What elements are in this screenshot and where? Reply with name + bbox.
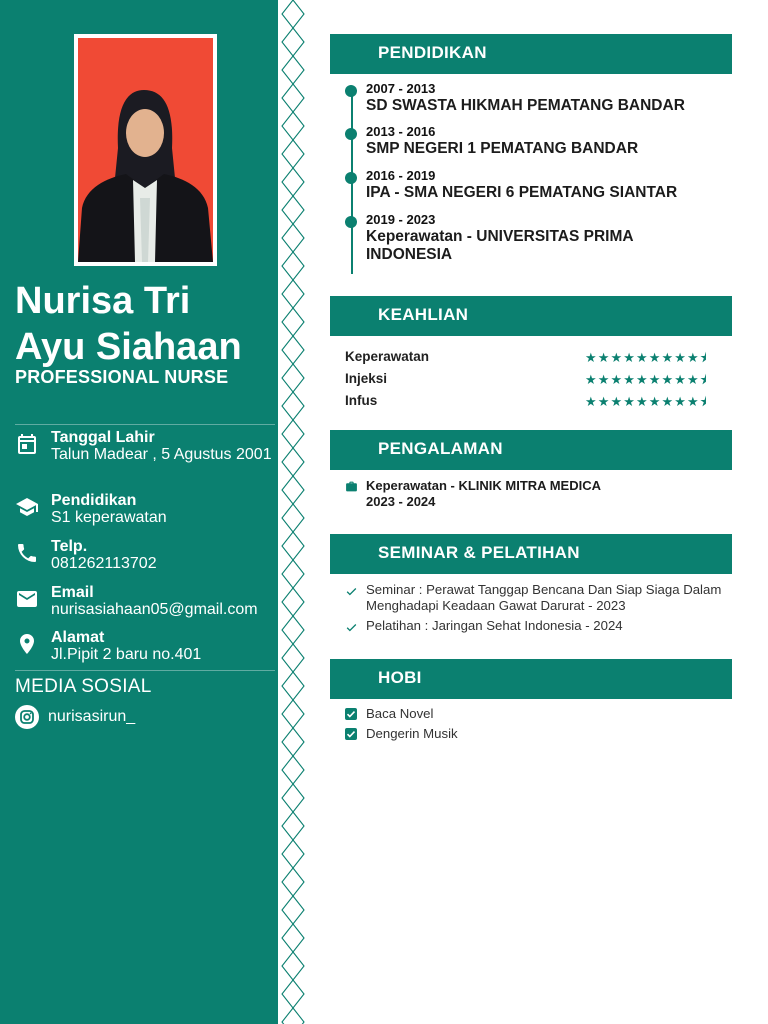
name-line-1: Nurisa Tri	[15, 280, 191, 322]
diamond-shape	[282, 616, 304, 644]
diamond-shape	[282, 644, 304, 672]
section-title: HOBI	[378, 668, 422, 687]
education-school: SD SWASTA HIKMAH PEMATANG BANDAR	[366, 97, 685, 114]
diamond-shape	[282, 560, 304, 588]
checkmark-icon	[345, 585, 358, 598]
diamond-shape	[282, 980, 304, 1008]
diamond-shape	[282, 728, 304, 756]
diamond-shape	[282, 56, 304, 84]
diamond-shape	[282, 308, 304, 336]
experience-years: 2023 - 2024	[366, 494, 436, 509]
graduation-cap-icon	[15, 495, 39, 519]
section-header-hobby	[330, 659, 732, 699]
calendar-icon	[15, 432, 39, 456]
diamond-shape	[282, 868, 304, 896]
mail-icon	[15, 587, 39, 611]
divider-line	[15, 670, 275, 671]
section-title: PENGALAMAN	[378, 439, 503, 458]
diamond-shape	[282, 140, 304, 168]
diamond-shape	[282, 588, 304, 616]
skill-name: Injeksi	[345, 371, 388, 386]
name-line-2: Ayu Siahaan	[15, 326, 242, 368]
instagram-icon	[15, 705, 39, 729]
profile-photo	[78, 38, 213, 262]
skill-name: Keperawatan	[345, 349, 430, 364]
diamond-shape	[282, 784, 304, 812]
timeline-dot	[345, 85, 357, 97]
hobby-text: Dengerin Musik	[366, 726, 458, 741]
skill-row	[345, 371, 733, 389]
diamond-shape	[282, 672, 304, 700]
education-years: 2013 - 2016	[366, 124, 436, 139]
diamond-shape	[282, 84, 304, 112]
diamond-shape	[282, 252, 304, 280]
profile-photo-frame	[74, 34, 217, 266]
timeline-dot	[345, 172, 357, 184]
diamond-shape	[282, 476, 304, 504]
education-label: Pendidikan	[51, 492, 137, 509]
hobby-text: Baca Novel	[366, 706, 434, 721]
education-years: 2016 - 2019	[366, 168, 436, 183]
diamond-shape	[282, 112, 304, 140]
education-school: SMP NEGERI 1 PEMATANG BANDAR	[366, 140, 639, 157]
location-pin-icon	[15, 632, 39, 656]
section-title: SEMINAR & PELATIHAN	[378, 543, 580, 562]
section-header-education	[330, 34, 732, 74]
diamond-shape	[282, 812, 304, 840]
birth-value: Talun Madear , 5 Agustus 2001	[51, 446, 272, 463]
diamond-shape	[282, 532, 304, 560]
phone-label: Telp.	[51, 538, 88, 555]
address-value: Jl.Pipit 2 baru no.401	[51, 646, 202, 663]
diamond-border	[278, 0, 308, 1024]
diamond-shape	[282, 224, 304, 252]
education-years: 2019 - 2023	[366, 212, 436, 227]
diamond-shape	[282, 924, 304, 952]
section-header-seminar	[330, 534, 732, 574]
hobby-item	[345, 706, 645, 722]
diamond-shape	[282, 756, 304, 784]
diamond-shape	[282, 392, 304, 420]
diamond-shape	[282, 420, 304, 448]
hobby-item	[345, 726, 645, 742]
social-media-title: MEDIA SOSIAL	[15, 676, 152, 697]
diamond-shape	[282, 840, 304, 868]
experience-title: Keperawatan - KLINIK MITRA MEDICA	[366, 478, 601, 493]
checkmark-icon	[345, 621, 358, 634]
diamond-shape	[282, 196, 304, 224]
diamond-shape	[282, 168, 304, 196]
sidebar	[0, 0, 278, 1024]
skill-row	[345, 349, 733, 367]
checkbox-icon	[345, 708, 357, 720]
diamond-shape	[282, 1008, 304, 1024]
education-school: Keperawatan - UNIVERSITAS PRIMA INDONESIA	[366, 228, 633, 263]
diamond-shape	[282, 364, 304, 392]
briefcase-icon	[345, 480, 358, 493]
timeline-dot	[345, 216, 357, 228]
section-title: KEAHLIAN	[378, 305, 469, 324]
birth-label: Tanggal Lahir	[51, 429, 155, 446]
diamond-shape	[282, 700, 304, 728]
job-title: PROFESSIONAL NURSE	[15, 367, 229, 387]
diamond-shape	[282, 280, 304, 308]
timeline-dot	[345, 128, 357, 140]
diamond-shape	[282, 448, 304, 476]
diamond-shape	[282, 0, 304, 28]
section-header-experience	[330, 430, 732, 470]
email-label: Email	[51, 584, 94, 601]
skill-name: Infus	[345, 393, 378, 408]
phone-value: 081262113702	[51, 555, 157, 572]
full-name	[15, 278, 275, 370]
diamond-shape	[282, 336, 304, 364]
phone-icon	[15, 541, 39, 565]
instagram-handle: nurisasirun_	[48, 708, 136, 725]
section-header-skills	[330, 296, 732, 336]
section-title: PENDIDIKAN	[378, 43, 487, 62]
address-label: Alamat	[51, 629, 105, 646]
divider-line	[15, 424, 275, 425]
diamond-shape	[282, 952, 304, 980]
education-years: 2007 - 2013	[366, 81, 436, 96]
diamond-shape	[282, 28, 304, 56]
email-value[interactable]: nurisasiahaan05@gmail.com	[51, 601, 258, 618]
education-value: S1 keperawatan	[51, 509, 167, 526]
skill-rating-stars: ★★★★★★★★★⯨	[585, 394, 708, 409]
diamond-shape	[282, 504, 304, 532]
diamond-shape	[282, 896, 304, 924]
skill-rating-stars: ★★★★★★★★★⯨	[585, 372, 708, 387]
skill-rating-stars: ★★★★★★★★★⯨	[585, 350, 708, 365]
seminar-text: Seminar : Perawat Tanggap Bencana Dan Siap Siaga Dalam Menghadapi Keadaan Gawat Darurat - 2023	[366, 582, 722, 613]
skill-row	[345, 393, 733, 411]
checkbox-icon	[345, 728, 357, 740]
seminar-text: Pelatihan : Jaringan Sehat Indonesia - 2024	[366, 618, 623, 633]
education-school: IPA - SMA NEGERI 6 PEMATANG SIANTAR	[366, 184, 678, 201]
